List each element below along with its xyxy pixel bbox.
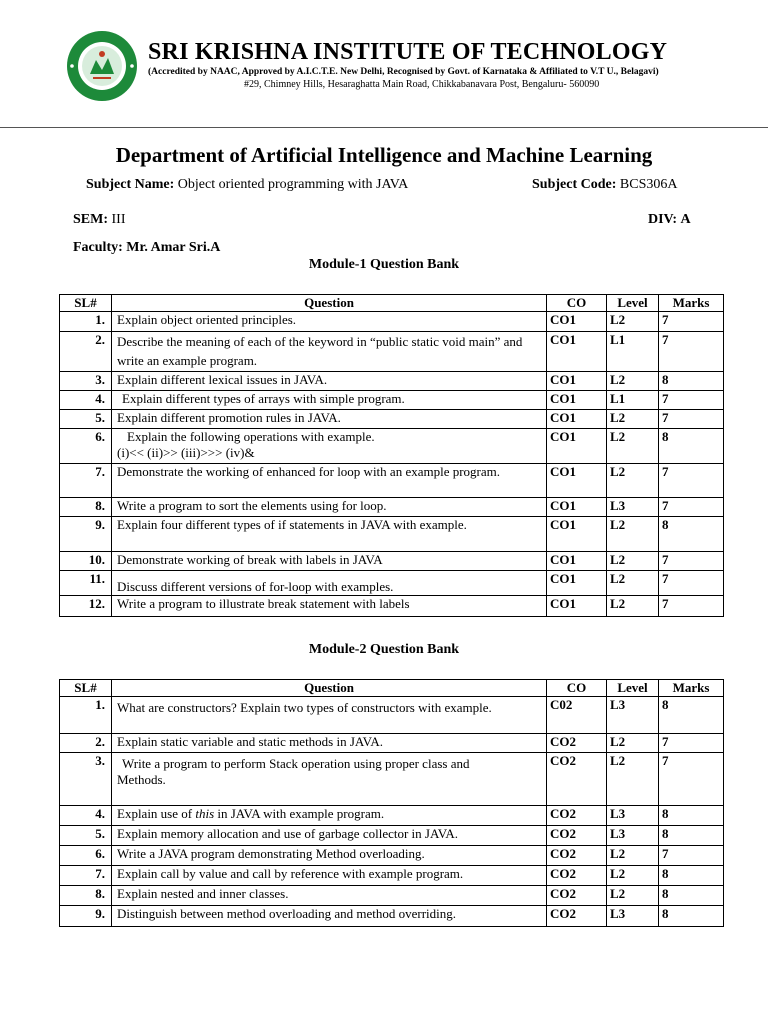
sl-cell: 1.	[60, 697, 112, 734]
marks-cell: 8	[659, 906, 724, 927]
level-cell: L3	[607, 826, 659, 846]
table-row	[60, 312, 724, 332]
sl-cell: 3.	[60, 372, 112, 391]
division	[648, 212, 691, 228]
table-row	[60, 517, 724, 552]
marks-cell: 8	[659, 697, 724, 734]
subject-code	[532, 177, 677, 193]
keyword-this: this	[195, 806, 215, 821]
marks-cell: 7	[659, 332, 724, 372]
table-row	[60, 866, 724, 886]
level-cell: L2	[607, 552, 659, 571]
table-row	[60, 596, 724, 617]
co-cell: CO1	[547, 517, 607, 552]
question-cell: Explain nested and inner classes.	[112, 886, 547, 906]
co-cell: CO2	[547, 826, 607, 846]
question-cell: Distinguish between method overloading and method overriding.	[112, 906, 547, 927]
sl-cell: 6.	[60, 846, 112, 866]
co-cell: CO1	[547, 596, 607, 617]
co-cell: CO1	[547, 312, 607, 332]
sem-value: III	[111, 212, 126, 227]
subject-name	[86, 177, 408, 193]
sl-cell: 1.	[60, 312, 112, 332]
table-row	[60, 498, 724, 517]
marks-cell: 7	[659, 846, 724, 866]
marks-cell: 7	[659, 464, 724, 498]
co-cell: CO1	[547, 464, 607, 498]
faculty-label: Faculty:	[73, 240, 123, 255]
co-cell: CO2	[547, 734, 607, 753]
sl-cell: 7.	[60, 866, 112, 886]
question-cell: Explain four different types of if statements in JAVA with example.	[112, 517, 547, 552]
co-cell: CO1	[547, 498, 607, 517]
question-cell: Explain different promotion rules in JAVA.	[112, 410, 547, 429]
sl-cell: 9.	[60, 906, 112, 927]
question-text: Explain use of	[117, 806, 196, 821]
co-cell: C02	[547, 697, 607, 734]
table-row	[60, 906, 724, 927]
question-cell: What are constructors? Explain two types of constructors with example.	[112, 697, 547, 734]
co-cell: CO1	[547, 372, 607, 391]
table-header-row	[60, 295, 724, 312]
co-cell: CO2	[547, 866, 607, 886]
table-row	[60, 391, 724, 410]
question-cell: Explain call by value and call by reference with example program.	[112, 866, 547, 886]
semester	[73, 212, 126, 228]
table-header-row	[60, 680, 724, 697]
question-cell: Explain object oriented principles.	[112, 312, 547, 332]
col-sl: SL#	[60, 295, 112, 312]
co-cell: CO1	[547, 391, 607, 410]
table-row	[60, 846, 724, 866]
header-divider	[0, 127, 768, 128]
marks-cell: 7	[659, 498, 724, 517]
sl-cell: 6.	[60, 429, 112, 464]
question-cell	[112, 753, 547, 806]
sl-cell: 5.	[60, 826, 112, 846]
marks-cell: 7	[659, 734, 724, 753]
table-row	[60, 429, 724, 464]
level-cell: L3	[607, 906, 659, 927]
marks-cell: 7	[659, 571, 724, 596]
table-row	[60, 372, 724, 391]
co-cell: CO1	[547, 552, 607, 571]
table-row	[60, 806, 724, 826]
level-cell: L2	[607, 464, 659, 498]
co-cell: CO2	[547, 846, 607, 866]
col-question: Question	[112, 295, 547, 312]
co-cell: CO1	[547, 332, 607, 372]
question-cell: Demonstrate working of break with labels in JAVA	[112, 552, 547, 571]
table-row	[60, 552, 724, 571]
col-co: CO	[547, 295, 607, 312]
letterhead	[0, 0, 768, 130]
co-cell: CO2	[547, 886, 607, 906]
marks-cell: 8	[659, 806, 724, 826]
col-level: Level	[607, 295, 659, 312]
subject-name-label: Subject Name:	[86, 177, 175, 192]
marks-cell: 7	[659, 753, 724, 806]
level-cell: L3	[607, 498, 659, 517]
co-cell: CO1	[547, 429, 607, 464]
module-1-question-table	[59, 294, 724, 617]
level-cell: L2	[607, 312, 659, 332]
question-cell: Explain static variable and static methods in JAVA.	[112, 734, 547, 753]
sl-cell: 10.	[60, 552, 112, 571]
div-label: DIV:	[648, 212, 678, 227]
marks-cell: 8	[659, 517, 724, 552]
marks-cell: 8	[659, 372, 724, 391]
question-cell: Discuss different versions of for-loop with examples.	[112, 571, 547, 596]
institute-logo	[63, 30, 141, 102]
marks-cell: 8	[659, 826, 724, 846]
sl-cell: 2.	[60, 332, 112, 372]
level-cell: L1	[607, 391, 659, 410]
table-row	[60, 332, 724, 372]
question-cell: Write a program to illustrate break statement with labels	[112, 596, 547, 617]
co-cell: CO2	[547, 906, 607, 927]
sl-cell: 2.	[60, 734, 112, 753]
question-cell: Demonstrate the working of enhanced for loop with an example program.	[112, 464, 547, 498]
col-co: CO	[547, 680, 607, 697]
question-cell: Write a program to sort the elements using for loop.	[112, 498, 547, 517]
level-cell: L2	[607, 753, 659, 806]
table-row	[60, 886, 724, 906]
col-marks: Marks	[659, 295, 724, 312]
level-cell: L2	[607, 410, 659, 429]
module-2-question-table	[59, 679, 724, 927]
module-2-title: Module-2 Question Bank	[308, 642, 460, 657]
table-row	[60, 410, 724, 429]
sl-cell: 12.	[60, 596, 112, 617]
col-marks: Marks	[659, 680, 724, 697]
level-cell: L2	[607, 372, 659, 391]
table-row	[60, 464, 724, 498]
question-line: (i)<< (ii)>> (iii)>>> (iv)&	[117, 445, 255, 460]
subject-name-value: Object oriented programming with JAVA	[177, 177, 409, 192]
co-cell: CO2	[547, 753, 607, 806]
question-cell	[112, 806, 547, 826]
level-cell: L3	[607, 697, 659, 734]
level-cell: L2	[607, 886, 659, 906]
marks-cell: 7	[659, 552, 724, 571]
col-question: Question	[112, 680, 547, 697]
marks-cell: 8	[659, 429, 724, 464]
department-title: Department of Artificial Intelligence and Machine Learning	[115, 143, 653, 167]
level-cell: L2	[607, 866, 659, 886]
col-sl: SL#	[60, 680, 112, 697]
level-cell: L2	[607, 596, 659, 617]
subject-code-label: Subject Code:	[532, 177, 617, 192]
level-cell: L2	[607, 734, 659, 753]
div-value: A	[680, 212, 691, 227]
question-cell	[112, 429, 547, 464]
marks-cell: 7	[659, 312, 724, 332]
table-row	[60, 734, 724, 753]
question-cell: Explain memory allocation and use of garbage collector in JAVA.	[112, 826, 547, 846]
sl-cell: 5.	[60, 410, 112, 429]
co-cell: CO2	[547, 806, 607, 826]
marks-cell: 7	[659, 391, 724, 410]
marks-cell: 7	[659, 410, 724, 429]
sl-cell: 9.	[60, 517, 112, 552]
marks-cell: 7	[659, 596, 724, 617]
module-1-title: Module-1 Question Bank	[308, 257, 460, 272]
question-cell: Describe the meaning of each of the keyword in “public static void main” and write an example program.	[112, 332, 547, 372]
table-row	[60, 697, 724, 734]
sl-cell: 7.	[60, 464, 112, 498]
table-row	[60, 826, 724, 846]
institute-name: SRI KRISHNA INSTITUTE OF TECHNOLOGY	[148, 39, 668, 65]
co-cell: CO1	[547, 571, 607, 596]
question-line: Write a program to perform Stack operation using proper class and	[122, 756, 470, 771]
question-cell: Explain different types of arrays with simple program.	[112, 391, 547, 410]
sl-cell: 4.	[60, 806, 112, 826]
question-text: in JAVA with example program.	[214, 806, 385, 821]
faculty-value: Mr. Amar Sri.A	[126, 240, 221, 255]
level-cell: L2	[607, 571, 659, 596]
address-line: #29, Chimney Hills, Hesaraghatta Main Road, Chikkabanavara Post, Bengaluru- 560090	[244, 79, 600, 90]
level-cell: L2	[607, 517, 659, 552]
sl-cell: 11.	[60, 571, 112, 596]
co-cell: CO1	[547, 410, 607, 429]
faculty	[73, 240, 220, 256]
sem-label: SEM:	[73, 212, 108, 227]
question-cell: Write a JAVA program demonstrating Method overloading.	[112, 846, 547, 866]
question-line: Explain the following operations with example.	[127, 429, 375, 444]
sl-cell: 8.	[60, 498, 112, 517]
subject-code-value: BCS306A	[619, 177, 678, 192]
table-row	[60, 753, 724, 806]
sl-cell: 4.	[60, 391, 112, 410]
sl-cell: 8.	[60, 886, 112, 906]
col-level: Level	[607, 680, 659, 697]
table-row	[60, 571, 724, 596]
marks-cell: 8	[659, 886, 724, 906]
accreditation-line: (Accredited by NAAC, Approved by A.I.C.T.E. New Delhi, Recognised by Govt. of Karnataka & Affiliated to V.T U., Belagavi)	[148, 67, 659, 77]
marks-cell: 8	[659, 866, 724, 886]
level-cell: L2	[607, 429, 659, 464]
level-cell: L2	[607, 846, 659, 866]
question-cell: Explain different lexical issues in JAVA.	[112, 372, 547, 391]
sl-cell: 3.	[60, 753, 112, 806]
level-cell: L1	[607, 332, 659, 372]
question-line: Methods.	[117, 772, 166, 787]
level-cell: L3	[607, 806, 659, 826]
